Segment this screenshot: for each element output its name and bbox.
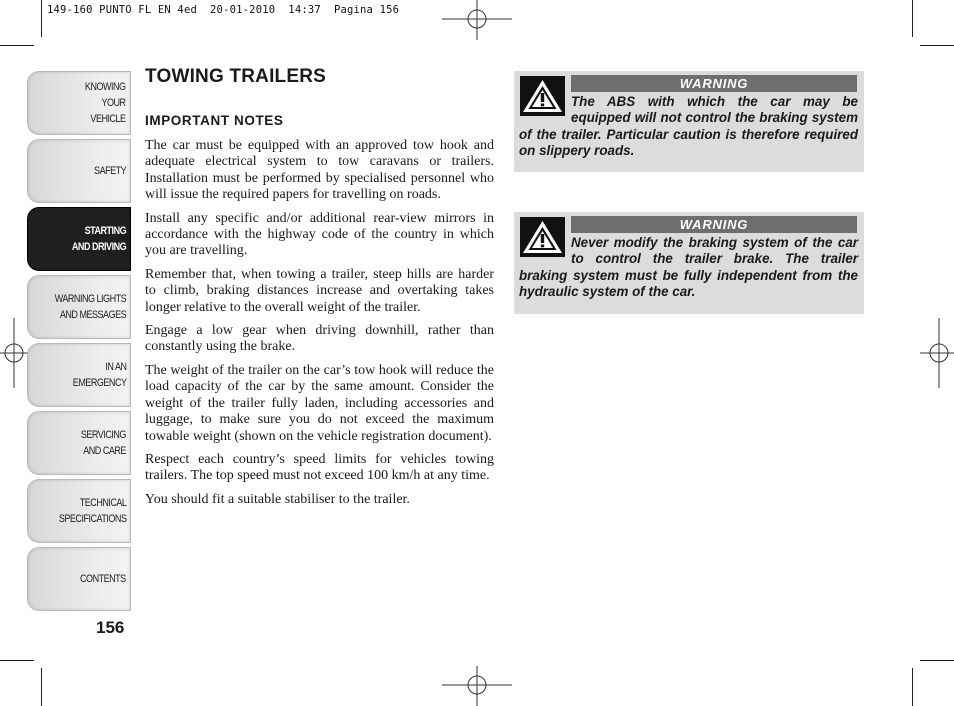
sidebar-tab-label: SERVICING AND CARE [80, 429, 126, 457]
paragraph: Remember that, when towing a trailer, steep hills are harder to climb, braking distances increase and overtaking takes longer relative to the overall weight of the trailer. [145, 266, 494, 315]
registration-mark-icon [442, 666, 512, 706]
sidebar-tab-label: WARNING LIGHTS AND MESSAGES [54, 293, 126, 321]
paragraph: Engage a low gear when driving downhill, rather than constantly using the brake. [145, 323, 494, 355]
sidebar-tab-knowing-your-vehicle[interactable] [27, 71, 131, 135]
page-number: 156 [96, 618, 125, 637]
sidebar-tab-technical-specifications[interactable] [27, 479, 131, 543]
print-header: 149-160 PUNTO FL EN 4ed 20-01-2010 14:37 Pagina 156 [47, 4, 400, 16]
page-title: TOWING TRAILERS [145, 66, 327, 87]
paragraph: The weight of the trailer on the car’s tow hook will reduce the load capacity of the car by the same amount. Consider the weight of the trailer fully laden, including accessories and luggage, to make sure you do not exceed the maximum towable weight (shown on the vehicle registration document). [145, 362, 494, 444]
sidebar-tab-servicing-and-care[interactable] [27, 411, 131, 475]
sidebar-tab-warning-lights[interactable] [27, 275, 131, 339]
sidebar-tab-safety[interactable] [27, 139, 131, 203]
registration-mark-icon [920, 318, 954, 388]
warning-text: The ABS with which the car may be equipped will not control the braking system of the trailer. Particular caution is therefore required on slippery roads. [519, 94, 858, 158]
sidebar-tab-label: STARTING AND DRIVING [71, 225, 126, 253]
paragraph: The car must be equipped with an approved tow hook and adequate electrical system to tow caravans or trailers. Installation must be performed by specialised personnel who will issue the required papers for travelling on roads. [145, 138, 494, 203]
registration-mark-icon [442, 0, 512, 40]
warning-box-braking-system [514, 212, 864, 314]
warning-heading: WARNING [571, 216, 857, 233]
paragraph: Install any specific and/or additional rear-view mirrors in accordance with the highway code of the country in which you are travelling. [145, 210, 494, 259]
sidebar-tab-label: SAFETY [93, 165, 126, 177]
body-text [145, 138, 494, 515]
warning-box-abs [514, 71, 864, 172]
sidebar-tab-starting-and-driving[interactable] [27, 207, 131, 271]
warning-heading: WARNING [571, 75, 857, 92]
sidebar-tab-label: TECHNICAL SPECIFICATIONS [58, 497, 126, 525]
sidebar-tab-label: KNOWING YOUR VEHICLE [85, 81, 126, 125]
sidebar-tab-contents[interactable] [27, 547, 131, 611]
section-subtitle: IMPORTANT NOTES [145, 113, 284, 128]
sidebar-tab-label: IN AN EMERGENCY [72, 361, 126, 389]
sidebar-tab-label: CONTENTS [80, 573, 126, 585]
paragraph: Respect each country’s speed limits for vehicles towing trailers. The top speed must not exceed 100 km/h at any time. [145, 451, 494, 484]
paragraph: You should fit a suitable stabiliser to the trailer. [145, 491, 410, 507]
warning-text: Never modify the braking system of the car to control the trailer brake. The trailer braking system must be fully independent from the hydraulic system of the car. [519, 235, 858, 299]
sidebar-tab-in-an-emergency[interactable] [27, 343, 131, 407]
